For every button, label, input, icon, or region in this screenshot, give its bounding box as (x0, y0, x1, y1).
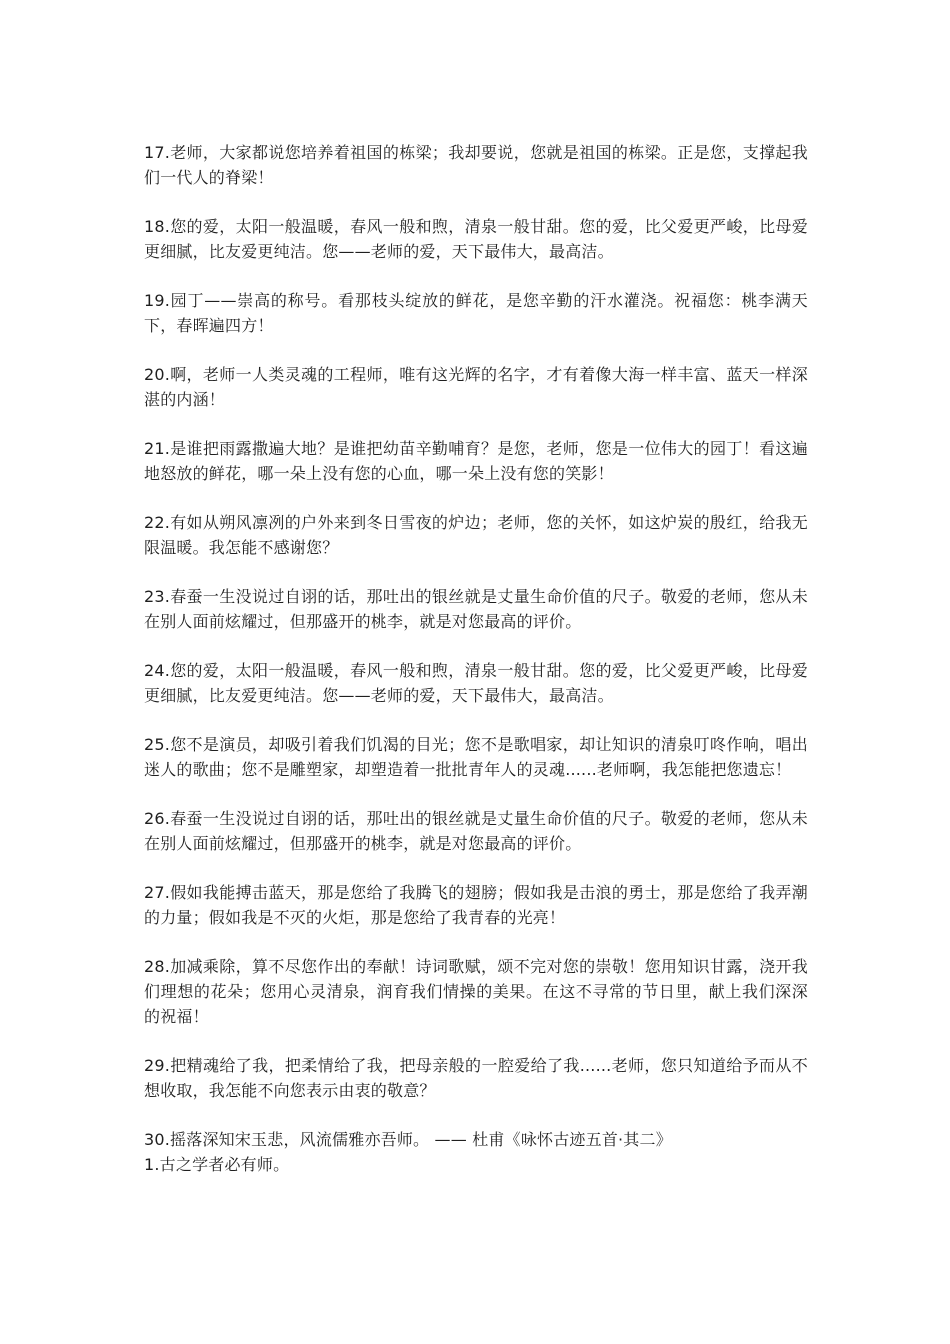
paragraph-22: 22.有如从朔风凛冽的户外来到冬日雪夜的炉边；老师，您的关怀，如这炉炭的殷红，给我无限温暖。我怎能不感谢您？ (144, 513, 808, 557)
paragraph-18: 18.您的爱，太阳一般温暖，春风一般和煦，清泉一般甘甜。您的爱，比父爱更严峻，比母爱更细腻，比友爱更纯洁。您——老师的爱，天下最伟大，最高洁。 (144, 217, 808, 261)
document-body (144, 140, 808, 1177)
paragraph-20: 20.啊，老师一人类灵魂的工程师，唯有这光辉的名字，才有着像大海一样丰富、蓝天一样深湛的内涵！ (144, 365, 808, 409)
paragraph-30-quote: 30.摇落深知宋玉悲，风流儒雅亦吾师。 —— 杜甫《咏怀古迹五首·其二》 (144, 1130, 672, 1149)
paragraph-21: 21.是谁把雨露撒遍大地？是谁把幼苗辛勤哺育？是您，老师，您是一位伟大的园丁！看这遍地怒放的鲜花，哪一朵上没有您的心血，哪一朵上没有您的笑影！ (144, 439, 808, 483)
paragraph-1-quote: 1.古之学者必有师。 (144, 1155, 290, 1174)
paragraph-23: 23.春蚕一生没说过自诩的话，那吐出的银丝就是丈量生命价值的尺子。敬爱的老师，您从未在别人面前炫耀过，但那盛开的桃李，就是对您最高的评价。 (144, 587, 808, 631)
paragraph-27: 27.假如我能搏击蓝天，那是您给了我腾飞的翅膀；假如我是击浪的勇士，那是您给了我弄潮的力量；假如我是不灭的火炬，那是您给了我青春的光亮！ (144, 883, 808, 927)
paragraph-28: 28.加减乘除，算不尽您作出的奉献！诗词歌赋，颂不完对您的崇敬！您用知识甘露，浇开我们理想的花朵；您用心灵清泉，润育我们情操的美果。在这不寻常的节日里，献上我们深深的祝福！ (144, 957, 808, 1026)
paragraph-25: 25.您不是演员，却吸引着我们饥渴的目光；您不是歌唱家，却让知识的清泉叮咚作响，唱出迷人的歌曲；您不是雕塑家，却塑造着一批批青年人的灵魂......老师啊，我怎能把您遗忘！ (144, 735, 808, 779)
paragraph-19: 19.园丁——崇高的称号。看那枝头绽放的鲜花，是您辛勤的汗水灌浇。祝福您：桃李满天下，春晖遍四方！ (144, 291, 808, 335)
paragraph-26: 26.春蚕一生没说过自诩的话，那吐出的银丝就是丈量生命价值的尺子。敬爱的老师，您从未在别人面前炫耀过，但那盛开的桃李，就是对您最高的评价。 (144, 809, 808, 853)
paragraph-29: 29.把精魂给了我，把柔情给了我，把母亲般的一腔爱给了我......老师，您只知道给予而从不想收取，我怎能不向您表示由衷的敬意？ (144, 1056, 808, 1100)
paragraph-17: 17.老师，大家都说您培养着祖国的栋梁；我却要说，您就是祖国的栋梁。正是您，支撑起我们一代人的脊梁！ (144, 143, 808, 187)
paragraph-24: 24.您的爱，太阳一般温暖，春风一般和煦，清泉一般甘甜。您的爱，比父爱更严峻，比母爱更细腻，比友爱更纯洁。您——老师的爱，天下最伟大，最高洁。 (144, 661, 808, 705)
